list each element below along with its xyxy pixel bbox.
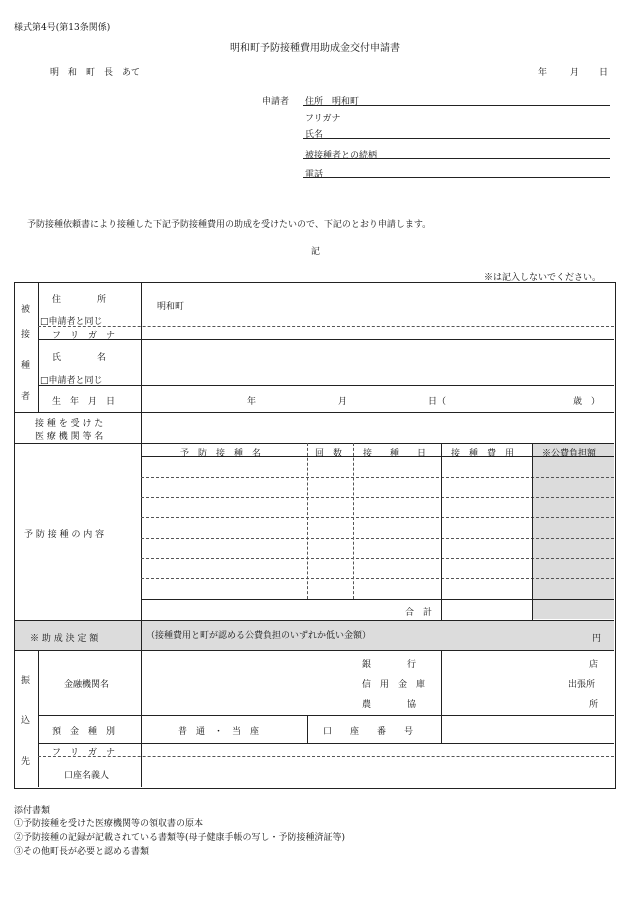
- header-public-burden: ※公費負担額: [542, 449, 597, 459]
- name-label: 氏 名: [52, 353, 107, 363]
- transfer-side-1: 振: [21, 676, 31, 686]
- attachment-item-3: ③その他町長が必要と認める書類: [14, 847, 150, 857]
- transfer-side-2: 込: [21, 716, 31, 726]
- bank-type-shinkin: 信 用 金 庫: [362, 680, 426, 690]
- furigana-label: フ リ ガ ナ: [52, 331, 116, 341]
- address-line: [303, 105, 610, 106]
- recipient-side-1: 被: [21, 305, 31, 315]
- dob-age: 歳 ）: [573, 397, 601, 407]
- intro-text: 予防接種依頼書により接種した下記予防接種費用の助成を受けたいので、下記のとおり申請します。: [27, 220, 432, 230]
- holder-furigana-label: フ リ ガ ナ: [52, 748, 116, 758]
- branch-type-office: 出張所: [568, 680, 596, 690]
- attachment-item-2: ②予防接種の記録が記載されている書類等(母子健康手帳の写し・予防接種済証等): [14, 833, 346, 843]
- applicant-address[interactable]: 住所 明和町: [305, 97, 360, 107]
- account-number-label: 口 座 番 号: [323, 727, 414, 737]
- phone-line: [303, 177, 610, 178]
- form-title: 明和町予防接種費用助成金交付申請書: [230, 43, 400, 54]
- applicant-name[interactable]: 氏名: [305, 130, 324, 140]
- note-text: ※は記入しないでください。: [484, 273, 602, 283]
- relation-line: [303, 158, 610, 159]
- attachments-title: 添付書類: [14, 806, 51, 816]
- recipient-side-4: 者: [21, 392, 31, 402]
- clinic-label-1: 接 種 を 受 け た: [35, 419, 104, 429]
- deposit-value[interactable]: 普 通 ・ 当 座: [178, 727, 260, 737]
- dob-month: 月: [338, 397, 348, 407]
- address-label: 住 所: [52, 295, 107, 305]
- address-value[interactable]: 明和町: [157, 302, 185, 312]
- date-day: 日: [599, 68, 609, 78]
- subsidy-label: ※ 助 成 決 定 額: [30, 634, 99, 644]
- subsidy-text: （接種費用と町が認める公費負担のいずれか低い金額）: [146, 631, 372, 641]
- clinic-label-2: 医 療 機 関 等 名: [35, 432, 104, 442]
- bank-type-bank: 銀 行: [362, 660, 417, 670]
- branch-type-station: 所: [589, 700, 599, 710]
- public-burden-column: [533, 444, 614, 619]
- applicant-furigana[interactable]: フリガナ: [305, 114, 341, 124]
- total-label: 合 計: [405, 608, 433, 618]
- transfer-side-3: 先: [21, 757, 31, 767]
- ki-label: 記: [311, 247, 321, 257]
- same-as-applicant-2[interactable]: □申請者と同じ: [40, 376, 103, 386]
- subsidy-unit: 円: [592, 634, 602, 644]
- bank-label: 金融機関名: [64, 680, 110, 690]
- recipient-side-2: 接: [21, 330, 31, 340]
- dob-day: 日（: [428, 397, 447, 407]
- date-month: 月: [570, 68, 580, 78]
- vaccination-label: 予 防 接 種 の 内 容: [24, 530, 105, 540]
- applicant-phone[interactable]: 電話: [305, 170, 324, 180]
- holder-label: 口座名義人: [64, 771, 110, 781]
- branch-type-store: 店: [589, 660, 599, 670]
- header-date: 接 種 日: [363, 449, 427, 459]
- header-cost: 接 種 費 用: [451, 449, 515, 459]
- deposit-label: 預 金 種 別: [52, 727, 116, 737]
- attachment-item-1: ①予防接種を受けた医療機関等の領収書の原本: [14, 819, 204, 829]
- header-vaccine-name: 予 防 接 種 名: [180, 449, 262, 459]
- addressee: 明 和 町 長 あて: [50, 68, 141, 78]
- same-as-applicant-1[interactable]: □申請者と同じ: [40, 317, 103, 327]
- form-number: 様式第4号(第13条関係): [14, 23, 111, 33]
- date-year: 年: [538, 68, 548, 78]
- header-count: 回 数: [315, 449, 343, 459]
- applicant-relation[interactable]: 被接種者との続柄: [305, 151, 378, 161]
- applicant-label: 申請者: [262, 97, 290, 107]
- recipient-side-3: 種: [21, 361, 31, 371]
- bank-type-nokyo: 農 協: [362, 700, 417, 710]
- name-line: [303, 138, 610, 139]
- dob-year: 年: [247, 397, 257, 407]
- dob-label: 生 年 月 日: [52, 397, 116, 407]
